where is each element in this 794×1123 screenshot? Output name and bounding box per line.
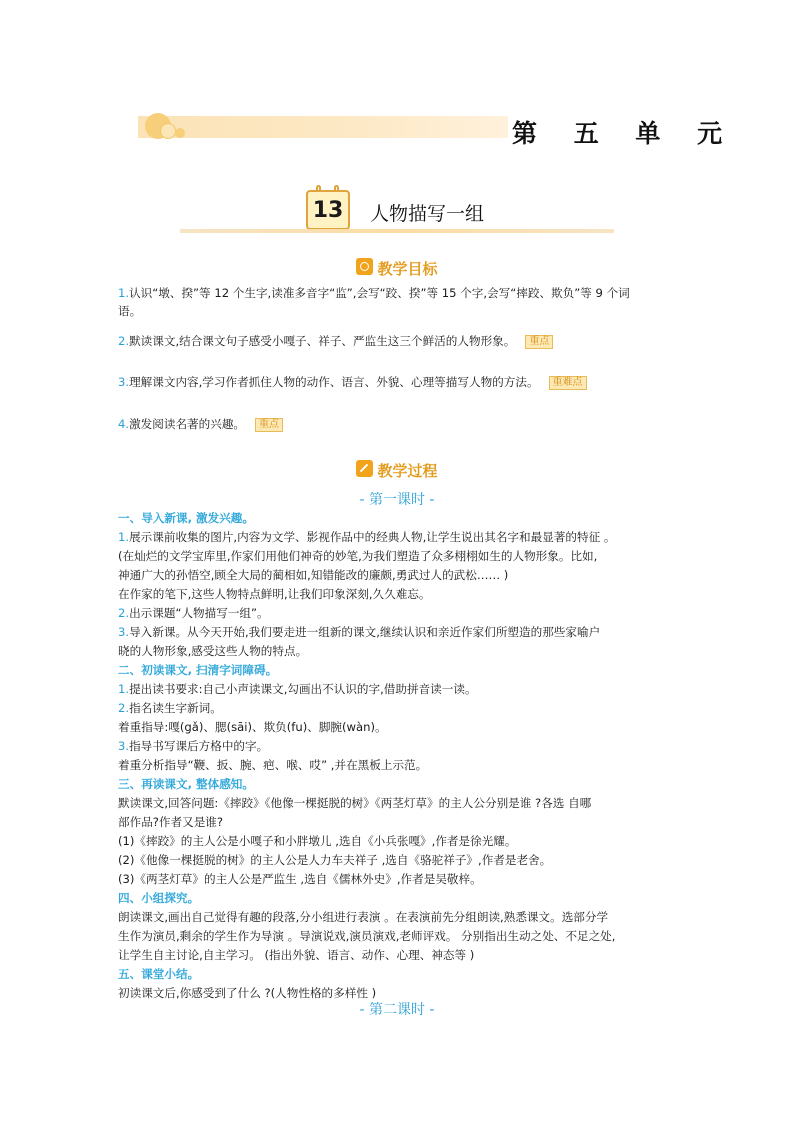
section-heading: 一、导入新课, 激发兴趣。 [118, 511, 254, 525]
text-line: 部作品?作者又是谁? [118, 815, 224, 829]
text-line: (在灿烂的文学宝库里,作家们用他们神奇的妙笔,为我们塑造了众多栩栩如生的人物形象。比如, [118, 549, 598, 563]
second-session-label: - 第二课时 - [359, 1002, 435, 1018]
goal-item-4: 4.激发阅读名著的兴趣。 重点 [118, 415, 698, 433]
decorative-circle-icon [160, 123, 176, 139]
text-line: 3.导入新课。从今天开始,我们要走进一组新的课文,继续认识和亲近作家们所塑造的那些家喻户 [118, 625, 601, 639]
first-session-label: - 第一课时 - [359, 492, 435, 508]
goal-item-3: 3.理解课文内容,学习作者抓住人物的动作、语言、外貌、心理等描写人物的方法。 重难点 [118, 373, 698, 391]
lesson-divider [180, 229, 614, 233]
key-point-tag: 重点 [255, 418, 283, 432]
text-line: 1.展示课前收集的图片,内容为文学、影视作品中的经典人物,让学生说出其名字和最显著的特征 。 [118, 530, 616, 544]
unit-title: 第 五 单 元 [512, 119, 737, 148]
text-line: 生作为演员,剩余的学生作为导演 。导演说戏,演员演戏,老师评戏。 分别指出生动之处、不足之处, [118, 929, 616, 943]
text-line: 着重分析指导“鞭、扳、腕、疤、喉、哎” ,并在黑板上示范。 [118, 758, 428, 772]
text-line: 朗读课文,画出自己觉得有趣的段落,分小组进行表演 。在表演前先分组朗读,熟悉课文。选部分学 [118, 910, 609, 924]
text-line: (2)《他像一棵挺脱的树》的主人公是人力车夫祥子 ,选自《骆驼祥子》,作者是老舍。 [118, 853, 552, 867]
decorative-circle-icon [175, 128, 185, 138]
difficulty-tag: 重难点 [549, 376, 587, 390]
text-line: (3)《两茎灯草》的主人公是严监生 ,选自《儒林外史》,作者是吴敬梓。 [118, 872, 482, 886]
section-heading: 三、再读课文, 整体感知。 [118, 777, 254, 791]
process-heading: 教学过程 [0, 460, 794, 481]
text-line: 初读课文后,你感受到了什么 ?(人物性格的多样性 ) [118, 986, 377, 1000]
text-line: 默读课文,回答问题:《摔跤》《他像一棵挺脱的树》《两茎灯草》的主人公分别是谁 ?各选 自哪 [118, 796, 592, 810]
text-line: 神通广大的孙悟空,顾全大局的蔺相如,知错能改的廉颇,勇武过人的武松…… ) [118, 568, 509, 582]
text-line: 晓的人物形象,感受这些人物的特点。 [118, 644, 308, 658]
text-line: (1)《摔跤》的主人公是小嘎子和小胖墩儿 ,选自《小兵张嘎》,作者是徐光耀。 [118, 834, 517, 848]
target-icon [356, 258, 373, 275]
text-line: 让学生自主讨论,自主学习。 (指出外貌、语言、动作、心理、神态等 ) [118, 948, 475, 962]
goal-item-2: 2.默读课文,结合课文句子感受小嘎子、祥子、严监生这三个鲜活的人物形象。 重点 [118, 332, 698, 350]
section-heading: 五、课堂小结。 [118, 967, 200, 981]
lesson-number-badge: 13 [306, 190, 350, 230]
section-heading: 二、初读课文, 扫清字词障碍。 [118, 663, 278, 677]
section-heading: 四、小组探究。 [118, 891, 200, 905]
text-line: 2.指名读生字新词。 [118, 701, 222, 715]
process-body [118, 509, 693, 1003]
text-line: 3.指导书写课后方格中的字。 [118, 739, 269, 753]
key-point-tag: 重点 [525, 335, 553, 349]
text-line: 2.出示课题“人物描写一组”。 [118, 606, 269, 620]
text-line: 在作家的笔下,这些人物特点鲜明,让我们印象深刻,久久难忘。 [118, 587, 431, 601]
goal-item-1: 1.认识“墩、揆”等 12 个生字,读准多音字“监”,会写“跤、揆”等 15 个字,会写“摔跤、欺负”等 9 个词 语。 [118, 286, 630, 318]
lesson-title: 人物描写一组 [370, 203, 485, 225]
unit-banner-band [138, 116, 508, 138]
pen-icon [356, 460, 373, 477]
goals-heading: 教学目标 [0, 258, 794, 279]
text-line: 着重指导:嘎(gǎ)、腮(sāi)、欺负(fu)、脚腕(wàn)。 [118, 720, 387, 734]
text-line: 1.提出读书要求:自己小声读课文,勾画出不认识的字,借助拼音读一读。 [118, 682, 477, 696]
